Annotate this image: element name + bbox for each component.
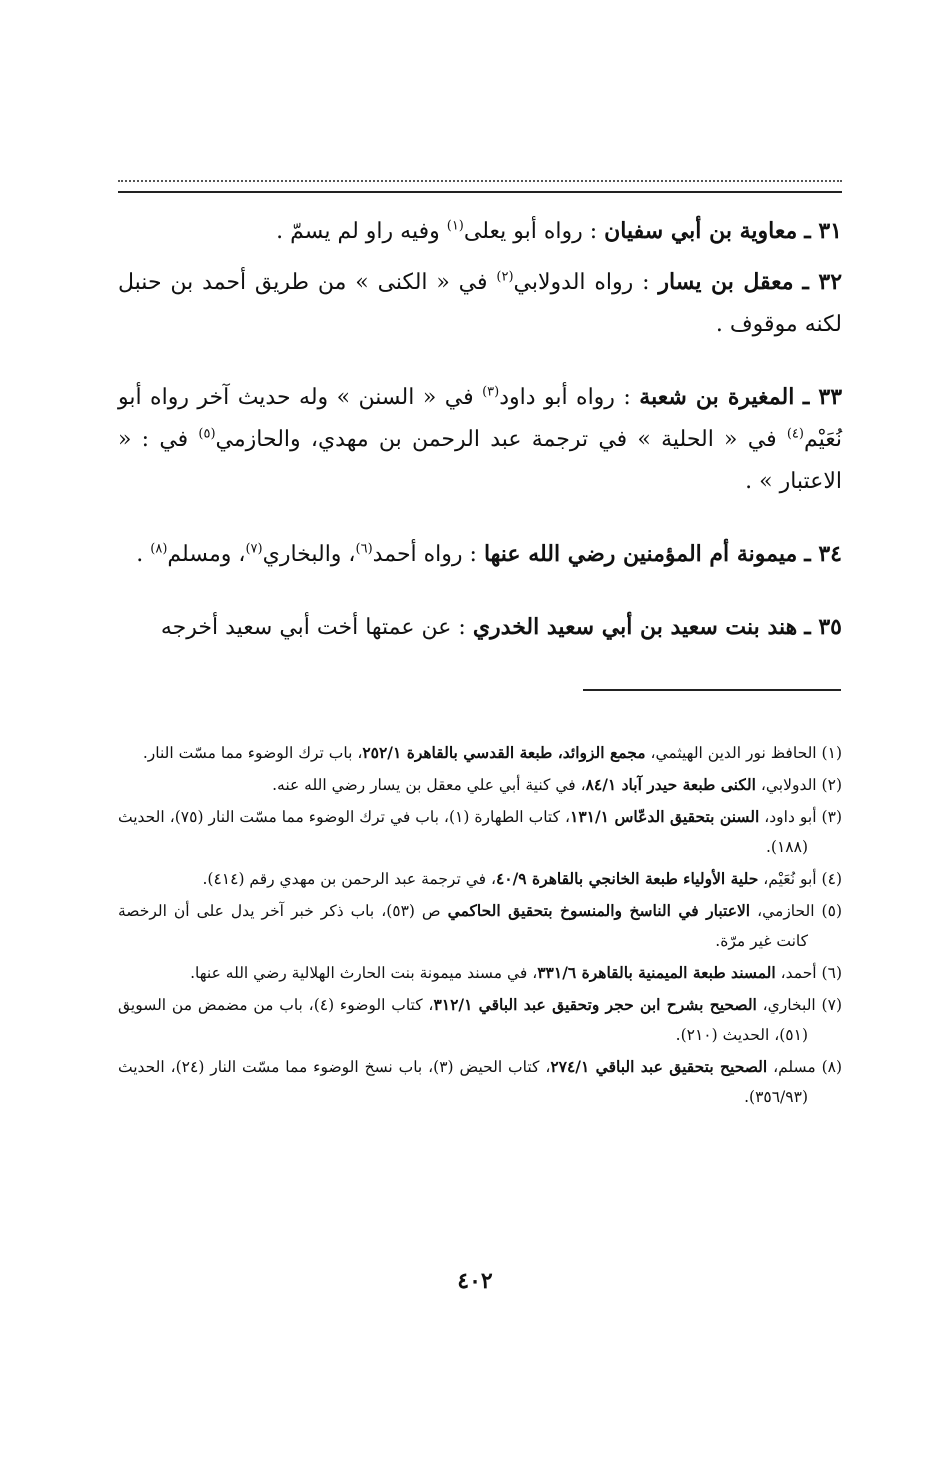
footnote-separator	[583, 689, 841, 691]
footnote-6: (٦) أحمد، المسند طبعة الميمنية بالقاهرة ٣٣١/٦، في مسند ميمونة بنت الحارث الهلالية رضي الله عنها.	[190, 963, 842, 982]
footnote-ref: (٥)	[198, 426, 216, 442]
footnote-8: (٨) مسلم، الصحيح بتحقيق عبد الباقي ٢٧٤/١، كتاب الحيض (٣)، باب نسخ الوضوء مما مسّت النار (٢٤)، الحديث (٣٥٦/٩٣).	[118, 1057, 843, 1106]
dotted-separator	[118, 180, 842, 182]
footnote-ref: (٢)	[496, 269, 514, 285]
entry-35: ٣٥ ـ هند بنت سعيد بن أبي سعيد الخدري : عن عمتها أخت أبي سعيد أخرجه	[160, 614, 842, 640]
footnote-ref: (٨)	[150, 541, 168, 557]
footnote-ref: (٣)	[482, 384, 500, 400]
footnote-ref: (٧)	[245, 541, 263, 557]
footnote-ref: (١)	[446, 218, 464, 234]
footnote-1: (١) الحافظ نور الدين الهيثمي، مجمع الزوائد، طبعة القدسي بالقاهرة ٢٥٢/١، باب ترك الوضوء مما مسّت النار.	[142, 743, 842, 762]
footnote-5: (٥) الحازمي، الاعتبار في الناسخ والمنسوخ بتحقيق الحاكمي ص (٥٣)، باب ذكر خبر آخر يدل على أن الرخصة كانت غير مرّة.	[118, 901, 842, 950]
entry-31: ٣١ ـ معاوية بن أبي سفيان : رواه أبو يعلى$^{(١)}$ وفيه راو لم يسمّ .	[276, 218, 842, 244]
footnote-3: (٣) أبو داود، السنن بتحقيق الدعّاس ١٣١/١، كتاب الطهارة (١)، باب في ترك الوضوء مما مسّت النار (٧٥)، الحديث (١٨٨).	[118, 807, 842, 856]
footnote-4: (٤) أبو نُعَيْم، حلية الأولياء طبعة الخانجي بالقاهرة ٤٠/٩، في ترجمة عبد الرحمن بن مهدي رقم (٤١٤).	[202, 869, 842, 888]
entry-32: ٣٢ ـ معقل بن يسار : رواه الدولابي$^{(٢)}$ في « الكنى » من طريق أحمد بن حنبل لكنه موقوف .	[118, 269, 843, 337]
top-rule	[118, 191, 842, 193]
entry-33: ٣٣ ـ المغيرة بن شعبة : رواه أبو داود$^{(٣)}$ في « السنن » وله حديث آخر رواه أبو نُعَيْم$^{(٤)}$ في « الحلية » في ترجمة عبد الرحمن بن مهدي، والحازمي$^{(٥)}$ في : « الاعتبار » .	[118, 384, 843, 494]
narrator-list	[118, 210, 842, 657]
entry-34: ٣٤ ـ ميمونة أم المؤمنين رضي الله عنها : رواه أحمد$^{(٦)}$، والبخاري$^{(٧)}$، ومسلم$^{(٨)}$ .	[136, 541, 842, 567]
footnote-7: (٧) البخاري، الصحيح بشرح ابن حجر وتحقيق عبد الباقي ٣١٢/١، كتاب الوضوء (٤)، باب من مضمض من السويق (٥١)، الحديث (٢١٠).	[118, 995, 842, 1044]
footnote-ref: (٤)	[786, 426, 804, 442]
footnote-ref: (٦)	[355, 541, 373, 557]
footnote-2: (٢) الدولابي، الكنى طبعة حيدر آباد ٨٤/١، في كنية أبي علي معقل بن يسار رضي الله عنه.	[272, 775, 842, 794]
footnotes	[118, 738, 842, 1114]
page-number: ٤٠٢	[457, 1268, 493, 1294]
